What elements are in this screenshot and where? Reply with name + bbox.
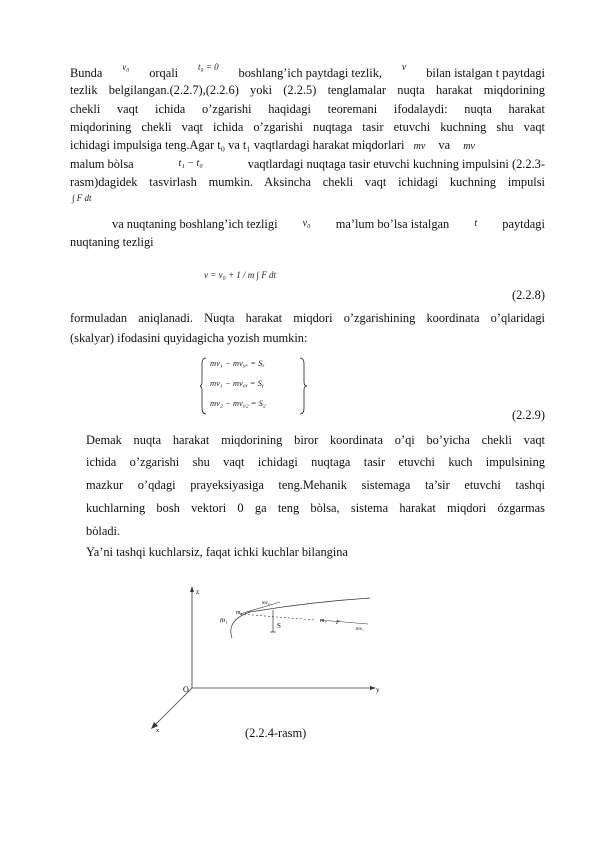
axis-x-label: x xyxy=(156,728,159,734)
text-line: formuladan aniqlanadi. Nuqta harakat miqdori o’zgarishining koordinata o’qlaridagi xyxy=(70,311,545,325)
text-line: rasm)dagidek tasvirlash mumkin. Aksincha chekli vaqt ichidagi kuchning impulsi xyxy=(70,175,545,189)
text-line: chekli vaqt ichida o’zgarishi haqidagi teoremani ifodalaydi: nuqta harakat xyxy=(70,102,545,116)
symbol-mv: mv xyxy=(463,141,475,152)
text-line: tezlik belgilangan.(2.2.7),(2.2.6) yoki (2.2.5) tenglamalar nuqta harakat miqdorining xyxy=(70,83,545,97)
origin-label: O xyxy=(183,685,189,694)
axis-y-label: y xyxy=(376,686,380,694)
text: bilan istalgan t paytdagi xyxy=(426,66,545,80)
figure-2-2-4 xyxy=(140,580,400,740)
text-line: nuqtaning tezligi xyxy=(70,235,154,249)
equation-row-x: mv₁ − mv₀ₓ = Sₓ xyxy=(210,358,265,368)
symbol-v0: v₀ xyxy=(302,218,311,229)
text-line: ichida o’zgarishi shu vaqt ichidagi nuqtaga tasir etuvchi kuch impulsining xyxy=(86,455,545,469)
text-line: bòladi. xyxy=(86,524,121,538)
equation-number: (2.2.9) xyxy=(511,408,545,422)
symbol-v0: v₀ xyxy=(122,62,130,72)
symbol-t0: t₀ = 0 xyxy=(197,62,219,72)
figure-caption: (2.2.4-rasm) xyxy=(245,726,307,740)
text: ichidagi impulsiga teng.Agar t₀ va t₁ vaqtlardagi harakat miqdorlari xyxy=(70,138,405,152)
point-m1-label: m₁ xyxy=(220,616,228,624)
equation-2-2-8: v = v₀ + 1 / m ∫ F dt xyxy=(204,270,276,280)
equation-system-2-2-9 xyxy=(200,356,310,416)
text-line xyxy=(70,155,545,173)
integral-symbol: ∫ F dt xyxy=(72,193,92,203)
text-line: kuchlarning bosh vektori 0 ga teng bòlsa, sistema harakat miqdori ózgarmas xyxy=(86,501,545,515)
mv1-label: mv₁ xyxy=(356,627,364,632)
text: boshlang’ich paytdagi tezlik, xyxy=(238,66,383,80)
equation-number: (2.2.8) xyxy=(511,288,545,302)
text-line: Demak nuqta harakat miqdorining biror koordinata o’qi bo’yicha chekli vaqt xyxy=(86,433,545,447)
trajectory-curve xyxy=(231,598,370,638)
text: ma’lum bo’lsa istalgan xyxy=(335,217,450,231)
point-m2-label: m₂ xyxy=(236,610,243,616)
symbol-t1-t0: t₁ − t₀ xyxy=(178,158,203,169)
text: va xyxy=(438,138,451,152)
mv1-arrow xyxy=(320,620,368,624)
symbol-t: t xyxy=(474,218,478,229)
axis-z-arrow xyxy=(190,586,194,592)
text: paytdagi xyxy=(502,217,545,231)
text: vaqtlardagi nuqtaga tasir etuvchi kuchning impulsini (2.2.3- xyxy=(247,157,545,171)
text-line: mazkur o’qdagi prayeksiyasiga teng.Mehanik sistemaga ta’sir etuvchi tashqi xyxy=(86,478,545,492)
text: va nuqtaning boshlang’ich tezligi xyxy=(112,217,278,231)
impulse-label: S xyxy=(277,622,281,630)
text: orqali xyxy=(149,66,179,80)
equation-row-y: mv₁ − mv₀ᵧ = Sᵧ xyxy=(210,378,264,388)
equation-row-z: mv₂ − mv₀₂ = S₂ xyxy=(210,398,266,408)
text-line xyxy=(70,136,545,156)
force-label: F xyxy=(336,620,340,626)
text-line: (skalyar) ifodasini quyidagicha yozish mumkin: xyxy=(70,331,308,345)
dashed-chord xyxy=(240,614,315,620)
text-line xyxy=(112,215,545,233)
text: Bunda xyxy=(70,66,103,80)
axis-z-label: z xyxy=(196,588,200,596)
text: malum bòlsa xyxy=(70,157,134,171)
m2-point-label: m₂ xyxy=(320,618,327,624)
symbol-v: v xyxy=(401,62,407,73)
text-line: Ya’ni tashqi kuchlarsiz, faqat ichki kuchlar bilangina xyxy=(86,545,348,559)
text-line xyxy=(70,64,545,82)
text-line: miqdorining chekli vaqt ichida o’zgarishi nuqtaga tasir etuvchi kuchning shu vaqt xyxy=(70,120,545,134)
mv0-label: mv₀ xyxy=(262,601,270,606)
symbol-mv: mv xyxy=(413,141,426,152)
